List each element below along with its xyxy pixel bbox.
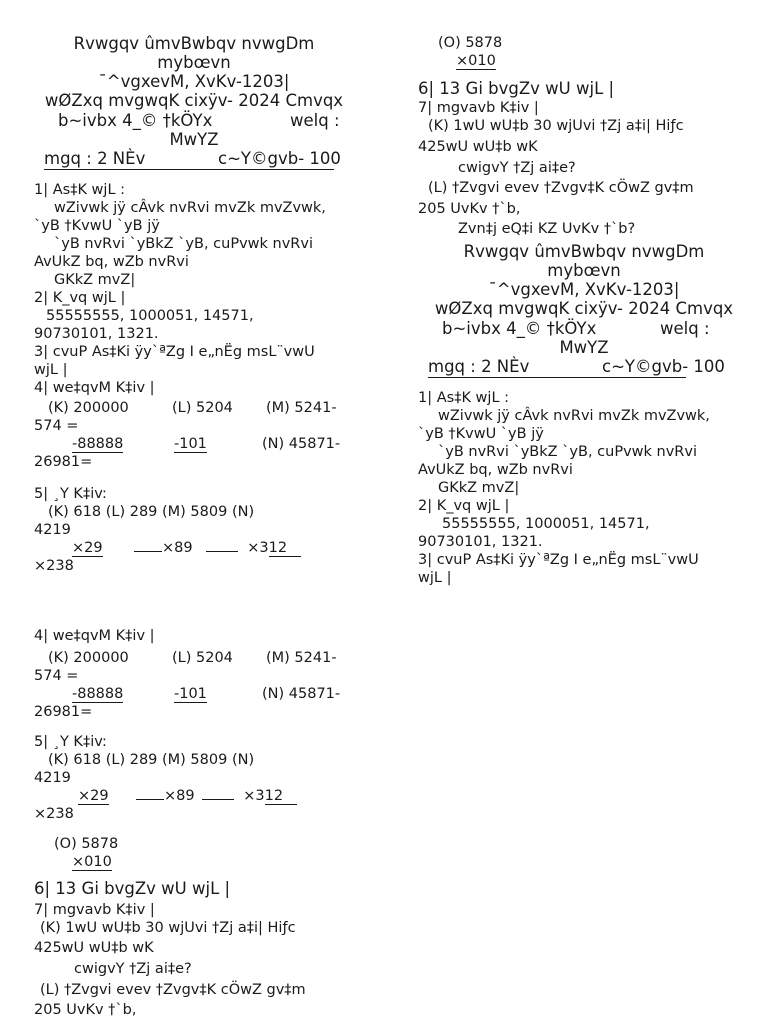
q2-line: 90730101, 1321. (34, 326, 159, 342)
q1-line: AvUkZ bq, wZb nvRvi (418, 462, 573, 478)
q3-line: wjL | (418, 570, 452, 586)
q4-k-subtrahend: -88888 (72, 686, 124, 702)
exam-name: wØZxq mvgwqK cixÿv- 2024 Cmvqx (434, 299, 734, 318)
q7-k-line: (K) 1wU wU‡b 30 wjUvi †Zj a‡i| Hiƒc (428, 118, 684, 134)
q1-line: wZivwk jÿ cÂvk nvRvi mvZk mvZvwk, (438, 408, 710, 424)
full-marks: c~Y©gvb- 100 (218, 149, 341, 168)
q2-line: 55555555, 1000051, 14571, (46, 308, 254, 324)
q7-k-line: cwigvY †Zj ai‡e? (458, 160, 576, 176)
q4-item-n: (N) 45871- (262, 436, 341, 452)
q1-line: GKkZ mvZ| (54, 272, 136, 288)
q1-heading: 1| As‡K wjL : (34, 182, 126, 198)
q5-blank (134, 551, 162, 552)
school-name: Rvwgqv ûmvBwbqv nvwgDm (73, 34, 315, 53)
q7-l-line: (L) †Zvgvi evev †Zvgv‡K cÖwZ gv‡m (40, 982, 306, 998)
q5-blank (136, 799, 164, 800)
q5-m-multiplier-b: 12 (269, 541, 301, 557)
q4-l-subtrahend: -101 (174, 686, 207, 702)
q2-line: 55555555, 1000051, 14571, (442, 516, 650, 532)
q5-blank (206, 551, 238, 552)
q4-item-n: (N) 45871- (262, 686, 341, 702)
q4-item-n-cont: 26981= (34, 454, 93, 470)
q7-heading: 7| mgvavb K‡iv | (34, 902, 155, 918)
q5-n-multiplier: ×238 (34, 558, 74, 574)
q5-l-multiplier: ×89 (164, 788, 195, 804)
q1-line: `yB nvRvi `yBkZ `yB, cuPvwk nvRvi (54, 236, 313, 252)
q4-l-subtrahend: -101 (174, 436, 207, 452)
q5-o-multiplier: ×010 (456, 53, 496, 69)
full-marks: c~Y©gvb- 100 (602, 357, 725, 376)
q4-heading: 4| we‡qvM K‡iv | (34, 628, 155, 644)
q5-heading: 5| ¸Y K‡iv: (34, 486, 107, 502)
q1-line: wZivwk jÿ cÂvk nvRvi mvZk mvZvwk, (54, 200, 326, 216)
q7-l-line: (L) †Zvgvi evev †Zvgv‡K cÖwZ gv‡m (428, 180, 694, 196)
q5-m-multiplier-b: 12 (265, 789, 297, 805)
exam-time: mgq : 2 NÈv (44, 149, 146, 168)
q5-items-cont: 4219 (34, 522, 71, 538)
q5-heading: 5| ¸Y K‡iv: (34, 734, 107, 750)
class-label: b~ivbx 4_© †kÖYx (58, 111, 213, 130)
q4-item-l: (L) 5204 (172, 650, 233, 666)
school-name: Rvwgqv ûmvBwbqv nvwgDm (463, 242, 705, 261)
q7-l-line: Zvn‡j eQ‡i KZ UvKv †`b? (458, 221, 636, 237)
q5-items: (K) 618 (L) 289 (M) 5809 (N) (48, 752, 255, 768)
school-name-cont: mybœvn (547, 261, 621, 280)
q1-line: `yB nvRvi `yBkZ `yB, cuPvwk nvRvi (438, 444, 697, 460)
q4-item-m-cont: 574 = (34, 668, 79, 684)
q1-line: `yB †KvwU `yB jÿ (34, 218, 160, 234)
q5-k-multiplier: ×29 (72, 540, 103, 556)
q1-heading: 1| As‡K wjL : (418, 390, 510, 406)
q7-k-line: 425wU wU‡b wK (34, 940, 154, 956)
q4-item-n-cont: 26981= (34, 704, 93, 720)
q5-item-o: (O) 5878 (438, 35, 503, 51)
q4-item-k: (K) 200000 (48, 650, 129, 666)
q6-line: 6| 13 Gi bvgZv wU wjL | (418, 79, 615, 98)
q3-line: 3| cvuP As‡Ki ÿy`ªZg I e„nËg msL¨vwU (34, 344, 315, 360)
q2-heading: 2| K_vq wjL | (34, 290, 126, 306)
q7-k-line: cwigvY †Zj ai‡e? (74, 961, 192, 977)
q7-k-line: (K) 1wU wU‡b 30 wjUvi †Zj a‡i| Hiƒc (40, 920, 296, 936)
q6-line: 6| 13 Gi bvgZv wU wjL | (34, 879, 231, 898)
q4-item-m: (M) 5241- (266, 400, 337, 416)
q5-m-multiplier-a: ×3 (243, 788, 265, 804)
school-address: ¯^vgxevM, XvKv-1203| (488, 280, 680, 299)
q2-line: 90730101, 1321. (418, 534, 543, 550)
exam-time: mgq : 2 NÈv (428, 357, 530, 376)
subject-name: MwYZ (169, 130, 219, 149)
q5-m-multiplier-a: ×3 (247, 540, 269, 556)
q5-items: (K) 618 (L) 289 (M) 5809 (N) (48, 504, 255, 520)
subject-name: MwYZ (559, 338, 609, 357)
q5-k-multiplier: ×29 (78, 788, 109, 804)
class-label: b~ivbx 4_© †kÖYx (442, 319, 597, 338)
q5-o-multiplier: ×010 (72, 854, 112, 870)
school-name-cont: mybœvn (157, 53, 231, 72)
q4-heading: 4| we‡qvM K‡iv | (34, 380, 155, 396)
q1-line: GKkZ mvZ| (438, 480, 520, 496)
q4-k-subtrahend: -88888 (72, 436, 124, 452)
q3-line: wjL | (34, 362, 68, 378)
q7-l-line: 205 UvKv †`b, (34, 1002, 137, 1018)
q1-line: AvUkZ bq, wZb nvRvi (34, 254, 189, 270)
q5-n-multiplier: ×238 (34, 806, 74, 822)
subject-label: welq : (660, 319, 710, 338)
q5-item-o: (O) 5878 (54, 836, 119, 852)
q5-l-multiplier: ×89 (162, 540, 193, 556)
q5-items-cont: 4219 (34, 770, 71, 786)
q7-heading: 7| mgvavb K‡iv | (418, 100, 539, 116)
q4-item-l: (L) 5204 (172, 400, 233, 416)
q4-item-m-cont: 574 = (34, 418, 79, 434)
q5-blank (202, 799, 234, 800)
q3-line: 3| cvuP As‡Ki ÿy`ªZg I e„nËg msL¨vwU (418, 552, 699, 568)
q4-item-m: (M) 5241- (266, 650, 337, 666)
q4-item-k: (K) 200000 (48, 400, 129, 416)
q7-l-line: 205 UvKv †`b, (418, 201, 521, 217)
q7-k-line: 425wU wU‡b wK (418, 139, 538, 155)
subject-label: welq : (290, 111, 340, 130)
school-address: ¯^vgxevM, XvKv-1203| (98, 72, 290, 91)
exam-name: wØZxq mvgwqK cixÿv- 2024 Cmvqx (44, 91, 344, 110)
q2-heading: 2| K_vq wjL | (418, 498, 510, 514)
q1-line: `yB †KvwU `yB jÿ (418, 426, 544, 442)
